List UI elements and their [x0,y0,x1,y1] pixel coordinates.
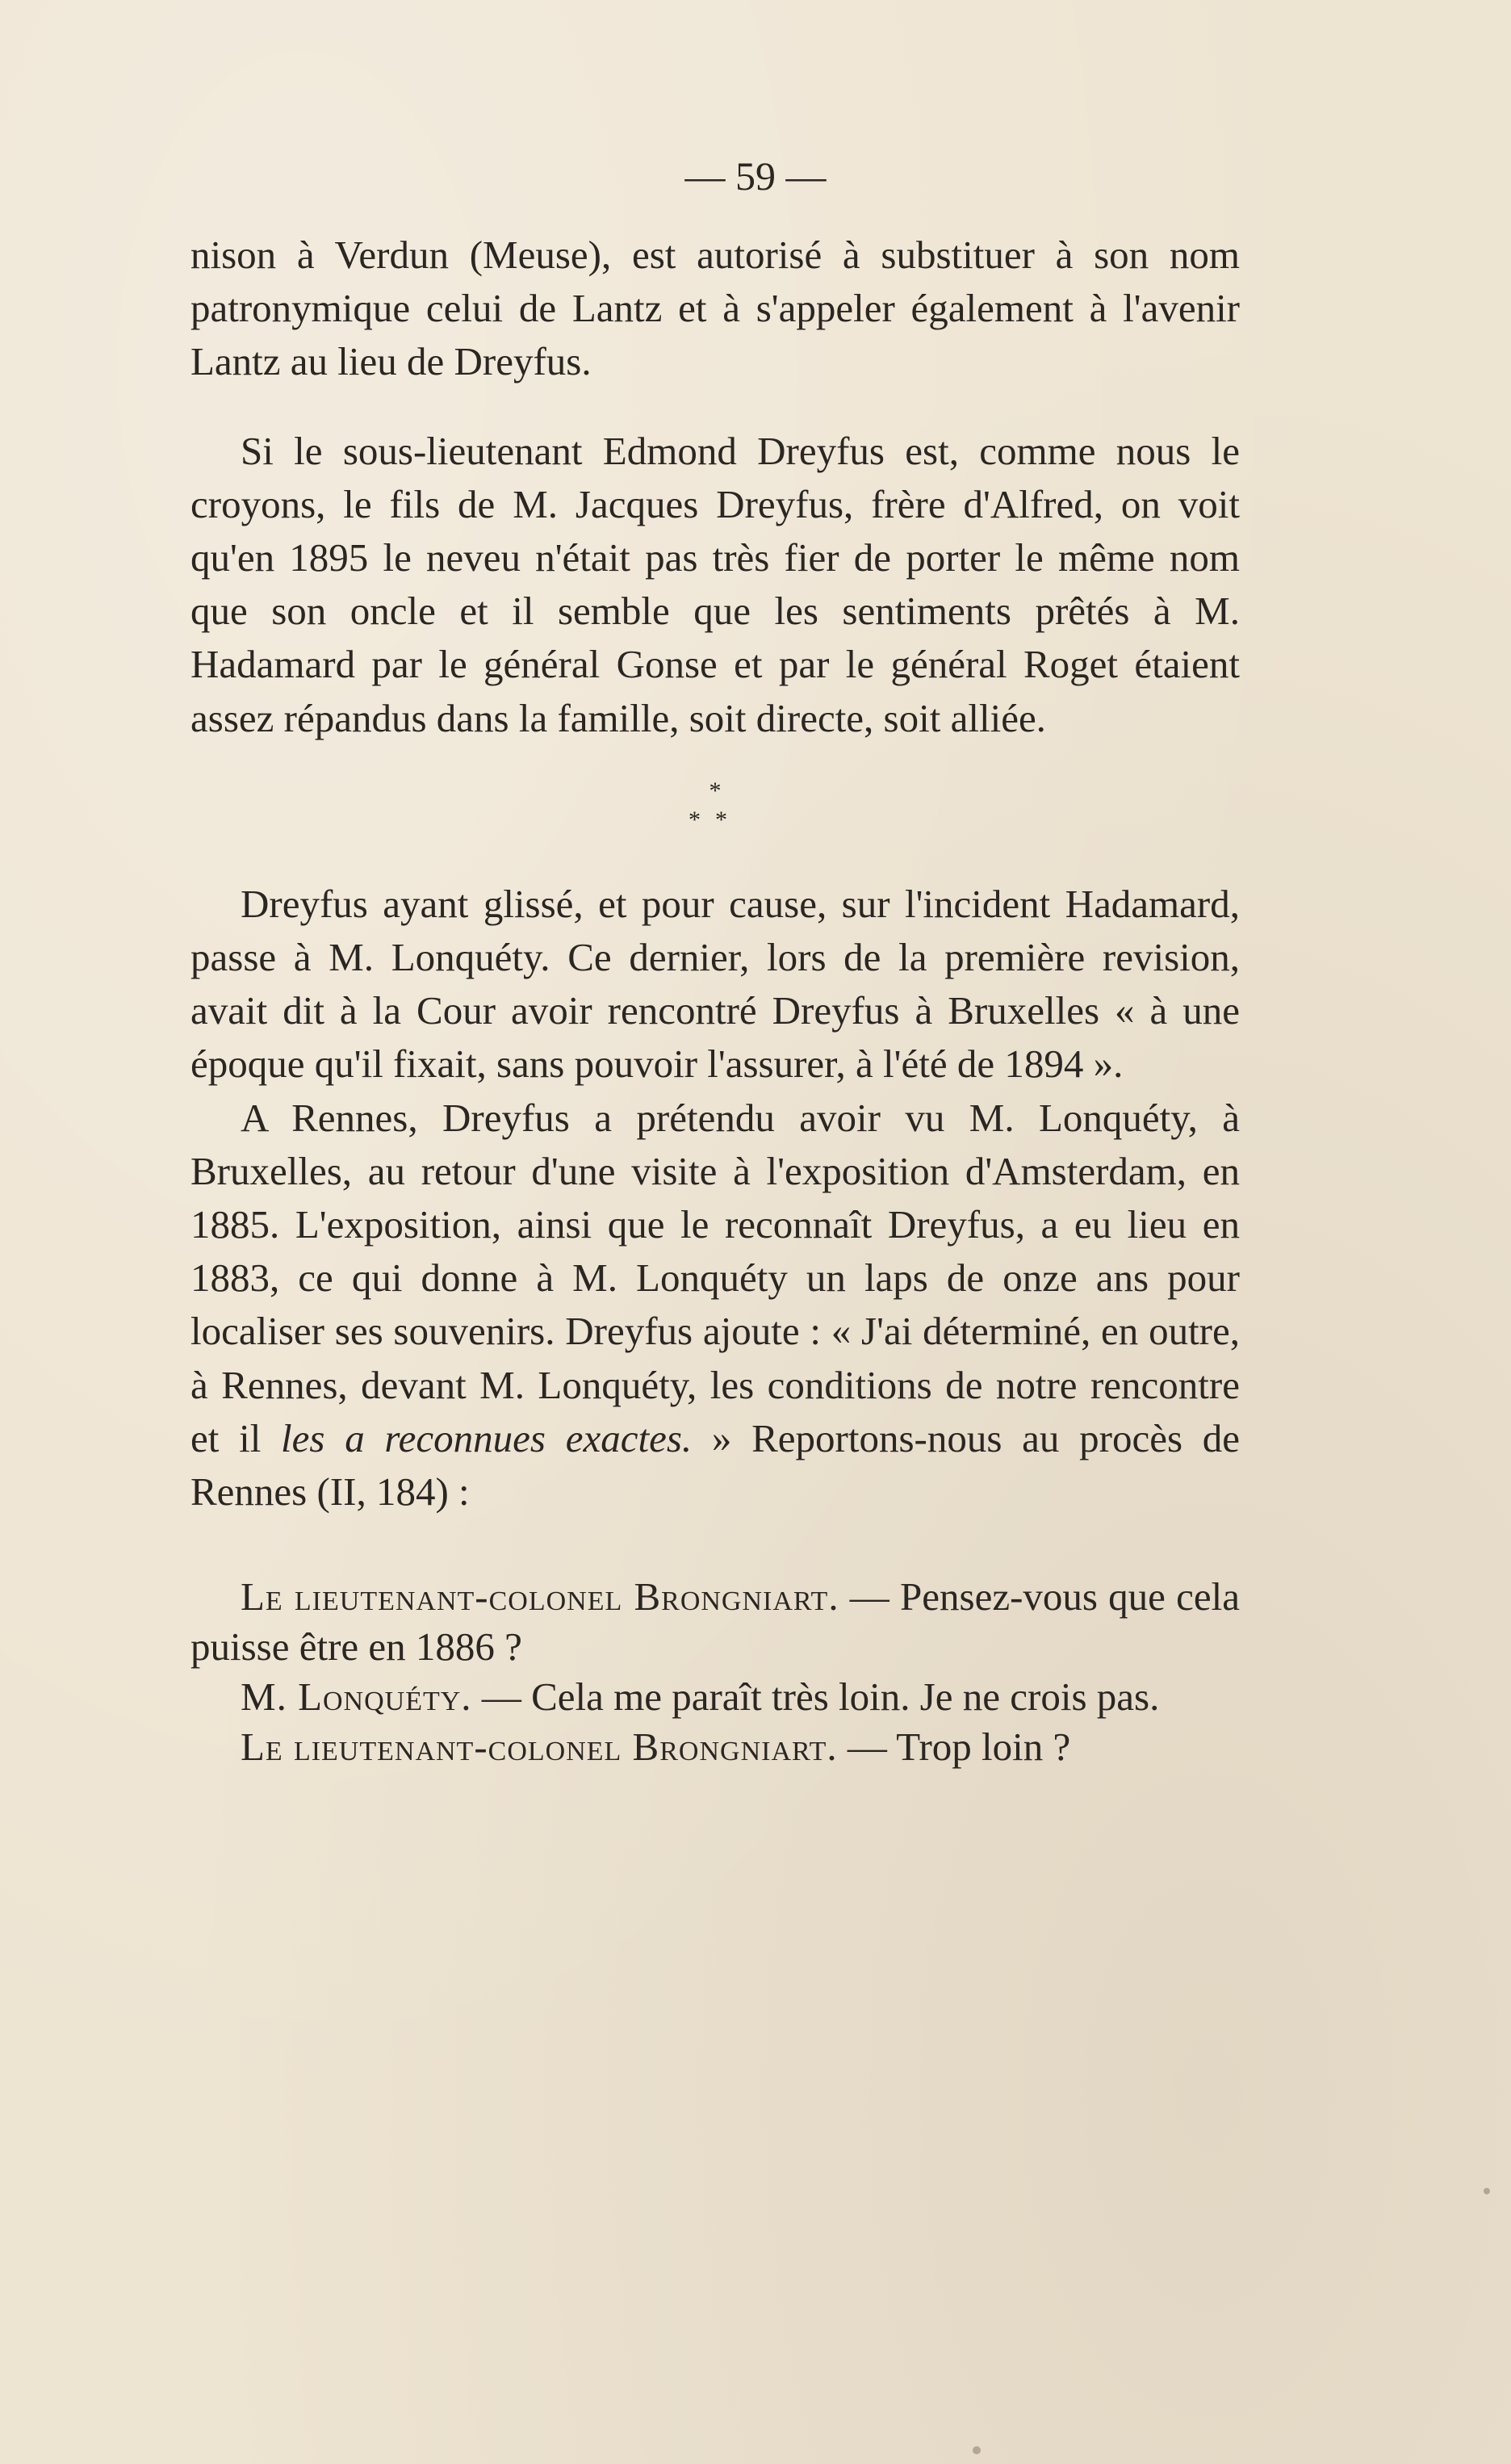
dialogue-text-2: — Cela me paraît très loin. Je ne crois pas. [471,1674,1160,1720]
body-text [190,228,1240,1772]
paper-blemish [1484,2188,1490,2194]
dialogue-line-3 [190,1722,1240,1772]
paragraph-1: nison à Verdun (Meuse), est autorisé à substituer à son nom patronymique celui de Lantz et à s'appeler également à l'avenir Lantz au lieu de Dreyfus. [190,233,1240,384]
paragraph-4 [190,1092,1240,1519]
paper-blemish [973,2446,981,2454]
asterism-divider [190,756,1240,861]
paragraph-3: Dreyfus ayant glissé, et pour cause, sur l'incident Hadamard, passe à M. Lonquéty. Ce dernier, lors de la première revision, avait dit à la Cour avoir rencontré Dreyfus à Bruxelles « à une époque qu'il fixait, sans pouvoir l'assurer, à l'été de 1894 ». [190,881,1240,1087]
dialogue-speaker-3: Le lieutenant-colonel Brongniart. [241,1724,838,1770]
asterism-top-star: * [709,777,722,804]
dialogue-line-2 [190,1672,1240,1722]
dialogue-speaker-1: Le lieutenant-colonel Brongniart. [241,1574,839,1620]
dialogue-line-1 [190,1572,1240,1672]
dialogue-speaker-2: M. Lonquéty. [241,1674,472,1720]
testimony-dialogue [190,1572,1240,1772]
paragraph-4-italic: les a reconnues exactes. [281,1415,693,1460]
asterism-bottom-stars: ** [689,806,742,833]
dialogue-text-1: — Pensez-vous que cela puisse être en 1886 ? [190,1574,1240,1670]
paragraph-2: Si le sous-lieutenant Edmond Dreyfus est, comme nous le croyons, le fils de M. Jacques Dreyfus, frère d'Alfred, on voit qu'en 1895 le neveu n'était pas très fier de porter le même nom que son oncle et il semble que les sentiments prêtés à M. Hadamard par le général Gonse et par le général Roget étaient assez répandus dans la famille, soit directe, soit alliée. [190,428,1240,740]
dialogue-text-3: — Trop loin ? [837,1724,1071,1770]
page-number: — 59 — [684,153,827,199]
paragraph-4-text: A Rennes, Dreyfus a prétendu avoir vu M. Lonquéty, à Bruxelles, au retour d'une visite à l'exposition d'Amsterdam, en 1885. L'exposition, ainsi que le reconnaît Dreyfus, a eu lieu en 1883, ce qui donne à M. Lonquéty un laps de onze ans pour localiser ses souvenirs. Dreyfus ajoute : « J'ai déterminé, en outre, à Rennes, devant M. Lonquéty, les conditions de notre rencontre et il [190,1095,1240,1460]
paragraph-4-end: » Reportons-nous au procès de Rennes (II, 184) : [190,1415,1240,1515]
